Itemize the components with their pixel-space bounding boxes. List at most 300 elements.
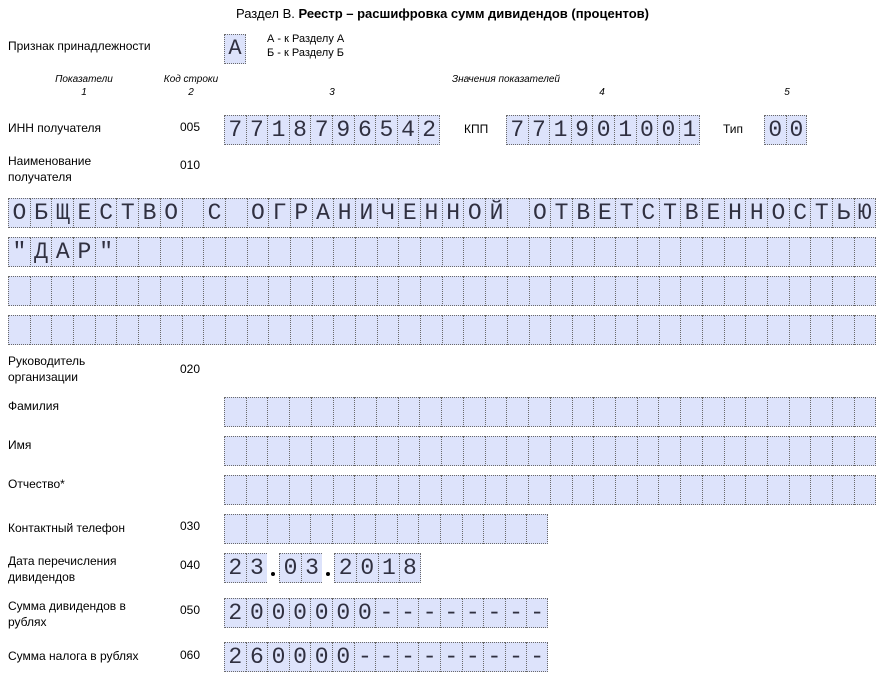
recipient-name-cell <box>377 276 399 306</box>
recipient-name-cell <box>810 315 832 345</box>
patronymic-cell <box>702 475 724 505</box>
tax-cell: - <box>462 642 484 672</box>
surname-cell <box>550 397 572 427</box>
recipient-name-cell: Е <box>398 198 420 228</box>
recipient-name-cell: Р <box>73 237 95 267</box>
first-name-cell <box>354 436 376 466</box>
head-label-1: Руководитель <box>8 354 86 368</box>
recipient-name-cell <box>225 315 247 345</box>
first-name-cell <box>224 436 246 466</box>
tax-cell: - <box>526 642 548 672</box>
recipient-name-cell: В <box>680 198 702 228</box>
dividends-field[interactable] <box>224 598 548 628</box>
inn-cell: 9 <box>332 115 354 145</box>
dividends-cell: - <box>375 598 397 628</box>
recipient-name-cell <box>138 276 160 306</box>
first-name-cell <box>789 436 811 466</box>
recipient-name-cell: Н <box>442 198 464 228</box>
first-name-cell <box>832 436 854 466</box>
recipient-name-cell <box>442 315 464 345</box>
recipient-name-cell <box>745 315 767 345</box>
inn-cell: 1 <box>267 115 289 145</box>
patronymic-cell <box>680 475 702 505</box>
recipient-name-cell <box>832 315 854 345</box>
dividends-cell: - <box>526 598 548 628</box>
surname-cell <box>485 397 507 427</box>
recipient-name-cell <box>268 276 290 306</box>
recipient-name-cell: О <box>160 198 182 228</box>
first-name-cell <box>398 436 420 466</box>
recipient-name-cell <box>355 276 377 306</box>
dividends-cell: 0 <box>267 598 289 628</box>
recipient-name-cell <box>420 237 442 267</box>
recipient-name-cell <box>854 237 876 267</box>
recipient-name-cell: И <box>355 198 377 228</box>
recipient-name-cell: С <box>789 198 811 228</box>
recipient-name-cell <box>572 315 594 345</box>
phone-cell <box>224 514 246 544</box>
recipient-name-cell <box>572 237 594 267</box>
dividends-cell: 0 <box>310 598 332 628</box>
surname-cell <box>441 397 463 427</box>
recipient-name-cell <box>789 276 811 306</box>
inn-label: ИНН получателя <box>8 121 101 135</box>
tax-cell: 0 <box>310 642 332 672</box>
recipient-name-cell <box>268 237 290 267</box>
dividends-cell: 0 <box>246 598 268 628</box>
phone-cell <box>354 514 376 544</box>
surname-cell <box>289 397 311 427</box>
recipient-name-cell <box>550 315 572 345</box>
recipient-name-cell <box>138 315 160 345</box>
inn-cell: 4 <box>397 115 419 145</box>
first-name-cell <box>376 436 398 466</box>
recipient-name-cell: Т <box>659 198 681 228</box>
first-name-label: Имя <box>8 438 32 452</box>
recipient-name-cell <box>659 315 681 345</box>
inn-cell: 2 <box>418 115 440 145</box>
surname-field[interactable] <box>224 397 876 427</box>
tax-label: Сумма налога в рублях <box>8 649 139 663</box>
patronymic-cell <box>289 475 311 505</box>
date-year-cell: 2 <box>334 553 356 583</box>
dividends-cell: - <box>397 598 419 628</box>
transfer-date-field[interactable] <box>224 553 421 583</box>
kpp-label: КПП <box>464 122 489 136</box>
header-line-code-num: 2 <box>188 87 194 98</box>
patronymic-cell <box>246 475 268 505</box>
recipient-name-line-2[interactable] <box>8 237 876 267</box>
first-name-cell <box>680 436 702 466</box>
recipient-name-cell: В <box>138 198 160 228</box>
recipient-name-cell <box>290 237 312 267</box>
recipient-name-cell: Й <box>485 198 507 228</box>
header-indicators-num: 1 <box>81 87 87 98</box>
patronymic-cell <box>506 475 528 505</box>
first-name-cell <box>658 436 680 466</box>
recipient-name-cell: Ь <box>832 198 854 228</box>
patronymic-cell <box>593 475 615 505</box>
recipient-name-line-4[interactable] <box>8 315 876 345</box>
recipient-name-cell: Н <box>333 198 355 228</box>
recipient-name-cell: Ю <box>854 198 876 228</box>
recipient-name-cell: Н <box>420 198 442 228</box>
first-name-cell <box>810 436 832 466</box>
dividends-label-1: Сумма дивидендов в <box>8 599 126 613</box>
recipient-name-cell <box>485 276 507 306</box>
recipient-name-cell: Т <box>550 198 572 228</box>
patronymic-cell <box>572 475 594 505</box>
patronymic-cell <box>463 475 485 505</box>
surname-cell <box>658 397 680 427</box>
recipient-name-cell: С <box>95 198 117 228</box>
recipient-name-line-1[interactable] <box>8 198 876 228</box>
type-label: Тип <box>723 122 744 136</box>
recipient-name-cell <box>398 276 420 306</box>
tax-cell: - <box>354 642 376 672</box>
surname-cell <box>398 397 420 427</box>
recipient-name-cell <box>442 237 464 267</box>
recipient-name-cell <box>30 276 52 306</box>
recipient-name-cell <box>702 237 724 267</box>
recipient-name-cell <box>203 237 225 267</box>
header-line-code: Код строки <box>163 74 219 85</box>
transfer-date-code: 040 <box>180 558 201 572</box>
recipient-name-cell <box>745 237 767 267</box>
recipient-name-cell <box>116 276 138 306</box>
dividends-cell: - <box>505 598 527 628</box>
surname-cell <box>333 397 355 427</box>
date-month-cell: 0 <box>279 553 301 583</box>
recipient-name-cell: О <box>529 198 551 228</box>
recipient-name-cell <box>182 198 204 228</box>
recipient-name-cell <box>73 315 95 345</box>
inn-field[interactable] <box>224 115 440 145</box>
header-indicators: Показатели <box>55 74 113 85</box>
patronymic-cell <box>745 475 767 505</box>
patronymic-cell <box>354 475 376 505</box>
surname-cell <box>745 397 767 427</box>
recipient-name-cell <box>810 237 832 267</box>
recipient-name-cell <box>507 198 529 228</box>
recipient-name-cell: Е <box>702 198 724 228</box>
surname-cell <box>810 397 832 427</box>
header-col3-num: 3 <box>329 87 335 98</box>
recipient-name-cell <box>507 237 529 267</box>
affiliation-note-a: А - к Разделу А <box>267 33 345 45</box>
dividends-cell: - <box>462 598 484 628</box>
tax-cell: 0 <box>332 642 354 672</box>
first-name-cell <box>267 436 289 466</box>
recipient-name-cell <box>398 315 420 345</box>
recipient-name-cell <box>398 237 420 267</box>
patronymic-cell <box>333 475 355 505</box>
dividends-cell: 0 <box>332 598 354 628</box>
recipient-name-cell <box>247 276 269 306</box>
recipient-name-cell: Н <box>724 198 746 228</box>
phone-cell <box>397 514 419 544</box>
recipient-name-cell <box>637 276 659 306</box>
first-name-cell <box>506 436 528 466</box>
recipient-name-cell <box>377 315 399 345</box>
recipient-name-cell <box>225 237 247 267</box>
patronymic-cell <box>376 475 398 505</box>
transfer-date-label-2: дивидендов <box>8 570 76 584</box>
tax-field[interactable] <box>224 642 548 672</box>
surname-cell <box>615 397 637 427</box>
surname-cell <box>419 397 441 427</box>
surname-cell <box>528 397 550 427</box>
recipient-name-cell: Д <box>30 237 52 267</box>
surname-cell <box>637 397 659 427</box>
recipient-name-cell <box>724 315 746 345</box>
recipient-name-cell <box>8 276 30 306</box>
recipient-name-cell <box>203 315 225 345</box>
recipient-name-cell: С <box>203 198 225 228</box>
recipient-name-label-2: получателя <box>8 170 72 184</box>
tax-cell: 0 <box>289 642 311 672</box>
recipient-name-cell: Е <box>73 198 95 228</box>
recipient-name-cell <box>333 315 355 345</box>
recipient-name-cell <box>8 315 30 345</box>
patronymic-cell <box>615 475 637 505</box>
first-name-cell <box>485 436 507 466</box>
recipient-name-cell <box>789 237 811 267</box>
patronymic-cell <box>724 475 746 505</box>
recipient-name-cell <box>810 276 832 306</box>
tax-cell: - <box>418 642 440 672</box>
tax-cell: - <box>440 642 462 672</box>
recipient-name-cell <box>138 237 160 267</box>
surname-cell <box>224 397 246 427</box>
recipient-name-cell: Т <box>116 198 138 228</box>
recipient-name-cell <box>594 237 616 267</box>
recipient-name-cell <box>724 276 746 306</box>
inn-cell: 7 <box>224 115 246 145</box>
recipient-name-cell <box>355 315 377 345</box>
recipient-name-cell: " <box>95 237 117 267</box>
recipient-name-cell <box>529 315 551 345</box>
inn-cell: 8 <box>289 115 311 145</box>
tax-cell: - <box>375 642 397 672</box>
first-name-cell <box>702 436 724 466</box>
kpp-field[interactable] <box>506 115 700 145</box>
inn-cell: 7 <box>246 115 268 145</box>
recipient-name-cell <box>312 237 334 267</box>
patronymic-cell <box>637 475 659 505</box>
kpp-cell: 7 <box>506 115 528 145</box>
head-label-2: организации <box>8 370 78 384</box>
section-title-bold: Реестр – расшифровка сумм дивидендов (процентов) <box>298 6 650 21</box>
recipient-name-cell <box>203 276 225 306</box>
recipient-name-cell <box>572 276 594 306</box>
first-name-cell <box>550 436 572 466</box>
recipient-name-cell <box>290 276 312 306</box>
recipient-name-cell <box>247 315 269 345</box>
first-name-cell <box>637 436 659 466</box>
recipient-name-cell <box>767 276 789 306</box>
recipient-name-cell <box>312 276 334 306</box>
first-name-cell <box>854 436 876 466</box>
recipient-name-cell <box>854 276 876 306</box>
dividends-code: 050 <box>180 603 201 617</box>
surname-cell <box>789 397 811 427</box>
patronymic-cell <box>267 475 289 505</box>
date-year-cell: 8 <box>399 553 421 583</box>
recipient-name-cell <box>507 315 529 345</box>
recipient-name-cell: Б <box>30 198 52 228</box>
header-values: Значения показателей <box>451 74 560 85</box>
recipient-name-cell <box>290 315 312 345</box>
header-col4-num: 4 <box>599 87 605 98</box>
phone-cell <box>526 514 548 544</box>
first-name-cell <box>246 436 268 466</box>
phone-cell <box>505 514 527 544</box>
tax-cell: 6 <box>246 642 268 672</box>
recipient-name-cell <box>485 315 507 345</box>
recipient-name-cell <box>268 315 290 345</box>
recipient-name-cell <box>529 276 551 306</box>
date-separator-dot <box>322 553 334 583</box>
recipient-name-cell <box>529 237 551 267</box>
first-name-cell <box>463 436 485 466</box>
dividends-cell: 0 <box>354 598 376 628</box>
tax-cell: - <box>483 642 505 672</box>
recipient-name-cell <box>51 315 73 345</box>
recipient-name-cell <box>724 237 746 267</box>
recipient-name-cell <box>160 276 182 306</box>
recipient-name-cell: В <box>572 198 594 228</box>
kpp-cell: 9 <box>571 115 593 145</box>
date-day-cell: 3 <box>246 553 268 583</box>
patronymic-cell <box>441 475 463 505</box>
patronymic-cell <box>311 475 333 505</box>
recipient-name-cell <box>702 315 724 345</box>
surname-cell <box>702 397 724 427</box>
surname-label: Фамилия <box>8 399 59 413</box>
inn-cell: 6 <box>354 115 376 145</box>
inn-code: 005 <box>180 120 201 134</box>
recipient-name-cell: Р <box>290 198 312 228</box>
recipient-name-cell <box>463 276 485 306</box>
surname-cell <box>832 397 854 427</box>
recipient-name-cell: О <box>247 198 269 228</box>
recipient-name-cell: Т <box>810 198 832 228</box>
recipient-name-cell <box>615 315 637 345</box>
phone-cell <box>267 514 289 544</box>
recipient-name-cell: О <box>767 198 789 228</box>
recipient-name-cell <box>333 237 355 267</box>
section-title-prefix: Раздел В. <box>235 6 299 21</box>
kpp-cell: 1 <box>614 115 636 145</box>
recipient-name-cell: Е <box>594 198 616 228</box>
affiliation-note-b: Б - к Разделу Б <box>267 47 344 59</box>
recipient-name-cell <box>832 276 854 306</box>
first-name-cell <box>724 436 746 466</box>
phone-cell <box>418 514 440 544</box>
affiliation-label: Признак принадлежности <box>8 39 151 53</box>
surname-cell <box>724 397 746 427</box>
first-name-cell <box>572 436 594 466</box>
recipient-name-cell: Щ <box>51 198 73 228</box>
recipient-name-cell <box>463 315 485 345</box>
patronymic-cell <box>485 475 507 505</box>
first-name-field[interactable] <box>224 436 876 466</box>
recipient-name-cell <box>637 237 659 267</box>
recipient-name-cell <box>442 276 464 306</box>
patronymic-cell <box>832 475 854 505</box>
recipient-name-cell: О <box>463 198 485 228</box>
phone-cell <box>332 514 354 544</box>
kpp-cell: 0 <box>636 115 658 145</box>
recipient-name-cell <box>680 276 702 306</box>
affiliation-field[interactable]: А <box>224 34 246 64</box>
patronymic-cell <box>767 475 789 505</box>
recipient-name-line-3[interactable] <box>8 276 876 306</box>
recipient-name-cell <box>594 276 616 306</box>
recipient-name-cell <box>73 276 95 306</box>
date-year-cell: 1 <box>378 553 400 583</box>
recipient-name-cell <box>312 315 334 345</box>
recipient-name-cell <box>615 276 637 306</box>
patronymic-cell <box>810 475 832 505</box>
first-name-cell <box>419 436 441 466</box>
kpp-cell: 0 <box>657 115 679 145</box>
patronymic-field[interactable] <box>224 475 876 505</box>
patronymic-cell <box>789 475 811 505</box>
tax-cell: 0 <box>267 642 289 672</box>
type-cell: 0 <box>764 115 786 145</box>
phone-cell <box>483 514 505 544</box>
patronymic-cell <box>398 475 420 505</box>
recipient-name-cell: Н <box>745 198 767 228</box>
first-name-cell <box>333 436 355 466</box>
recipient-name-cell <box>160 237 182 267</box>
dividends-cell: 0 <box>289 598 311 628</box>
dividends-cell: - <box>440 598 462 628</box>
surname-cell <box>854 397 876 427</box>
type-field[interactable] <box>764 115 807 145</box>
recipient-name-cell <box>767 315 789 345</box>
recipient-name-cell <box>550 276 572 306</box>
recipient-name-cell <box>832 237 854 267</box>
recipient-name-cell: Ч <box>377 198 399 228</box>
surname-cell <box>572 397 594 427</box>
recipient-name-cell <box>702 276 724 306</box>
recipient-name-cell: Г <box>268 198 290 228</box>
recipient-name-cell <box>420 276 442 306</box>
recipient-name-cell: А <box>312 198 334 228</box>
phone-cell <box>246 514 268 544</box>
first-name-cell <box>528 436 550 466</box>
phone-cell <box>375 514 397 544</box>
phone-cell <box>310 514 332 544</box>
recipient-name-cell <box>51 276 73 306</box>
tax-cell: 2 <box>224 642 246 672</box>
tax-cell: - <box>397 642 419 672</box>
kpp-cell: 7 <box>528 115 550 145</box>
inn-cell: 7 <box>310 115 332 145</box>
recipient-name-cell <box>659 237 681 267</box>
surname-cell <box>506 397 528 427</box>
date-month-cell: 3 <box>301 553 323 583</box>
recipient-name-cell: О <box>8 198 30 228</box>
recipient-name-cell: А <box>51 237 73 267</box>
phone-label: Контактный телефон <box>8 521 125 535</box>
phone-field[interactable] <box>224 514 548 544</box>
date-separator-dot <box>267 553 279 583</box>
patronymic-cell <box>854 475 876 505</box>
